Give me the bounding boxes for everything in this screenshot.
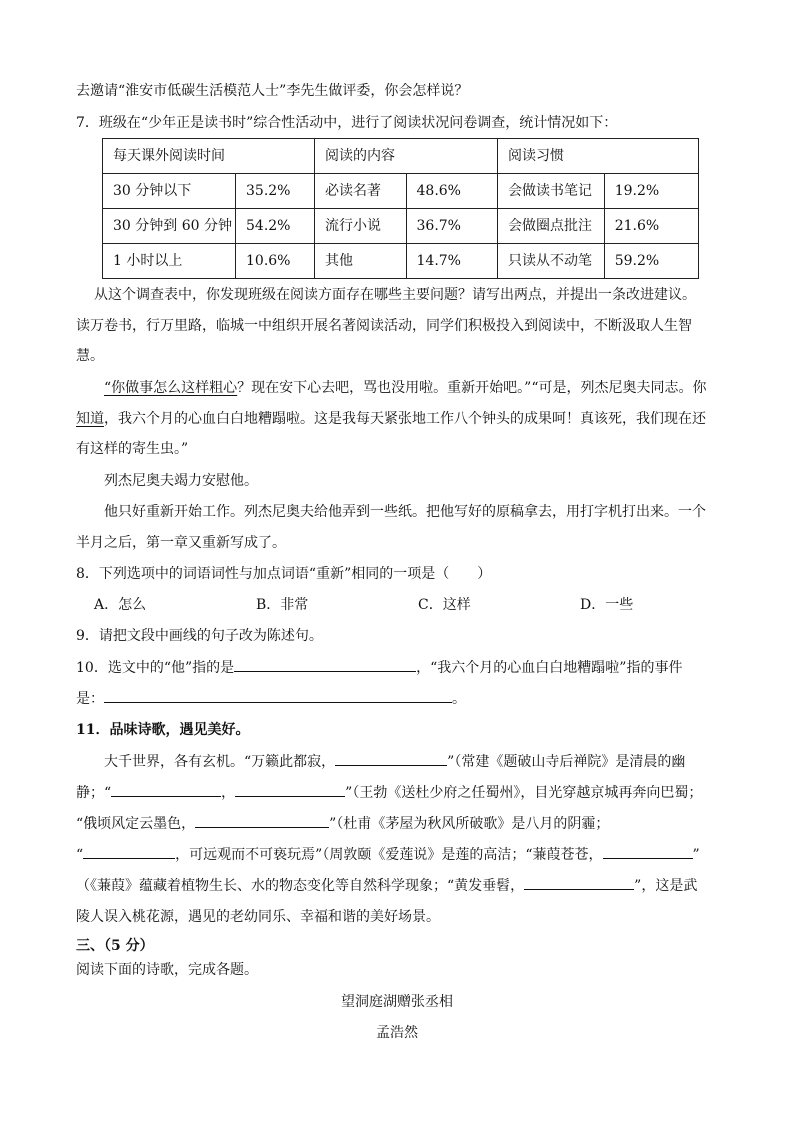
answer-blank[interactable] <box>603 844 693 859</box>
poem-fill-text: ” <box>692 847 700 863</box>
answer-blank[interactable] <box>195 813 329 828</box>
table-cell: 1 小时以上 <box>103 244 236 279</box>
poem-fill-text: “ <box>76 847 84 863</box>
answer-blank[interactable] <box>335 751 447 766</box>
answer-blank[interactable] <box>524 875 634 890</box>
question-10-text: 是： <box>76 691 104 707</box>
table-row <box>103 244 699 279</box>
answer-blank[interactable] <box>234 657 416 672</box>
option-a[interactable]: A．怎么 <box>94 597 147 613</box>
answer-blank[interactable] <box>104 688 452 703</box>
option-c[interactable]: C．这样 <box>418 597 471 613</box>
poem-fill-text: ”，这是武 <box>634 878 698 894</box>
question-11-line2 <box>76 782 702 804</box>
question-7-prompt: 从这个调查表中，你发现班级在阅读方面存在哪些主要问题？请写出两点，并提出一条改进建议。 <box>94 287 696 303</box>
table-cell: 10.6% <box>236 244 315 279</box>
header-reading-habit: 阅读习惯 <box>498 139 699 174</box>
question-7-stem: 7．班级在“少年正是读书时”综合性活动中，进行了阅读状况问卷调查，统计情况如下： <box>76 115 618 131</box>
poem-fill-text: “俄顷风定云墨色， <box>76 816 196 832</box>
poem-fill-text: 大千世界，各有玄机。“万籁此都寂， <box>104 754 336 770</box>
underlined-sentence: 知道 <box>76 411 104 427</box>
passage-text: ？现在安下心去吧，骂也没用啦。重新开始吧。”“可是，列杰尼奥夫同志。你 <box>237 380 707 396</box>
poem-author: 孟浩然 <box>376 1025 418 1041</box>
question-10-text: 10．选文中的“他”指的是 <box>76 660 235 676</box>
underlined-sentence: “你做事怎么这样粗心 <box>104 380 238 396</box>
table-cell: 30 分钟到 60 分钟 <box>103 209 236 244</box>
question-11-line1 <box>104 751 685 773</box>
question-9: 9．请把文段中画线的句子改为陈述句。 <box>76 628 323 644</box>
table-row <box>103 174 699 209</box>
question-10-text: ，“我六个月的心血白白地糟蹋啦”指的事件 <box>416 660 683 676</box>
table-header-row <box>103 139 699 174</box>
passage-paragraph-1-line2 <box>76 408 706 430</box>
passage-intro-line1: 读万卷书，行万里路，临城一中组织开展名著阅读活动，同学们积极投入到阅读中，不断汲取人生智 <box>76 318 692 334</box>
header-reading-content: 阅读的内容 <box>315 139 498 174</box>
table-cell: 会做圈点批注 <box>498 209 605 244</box>
table-row <box>103 209 699 244</box>
question-11-stem: 11．品味诗歌，遇见美好。 <box>76 722 250 738</box>
question-10-line2 <box>76 688 466 710</box>
poem-fill-text: ”（王勃《送杜少府之任蜀州》，目光穿越京城再奔向巴蜀； <box>345 785 703 801</box>
passage-text: ，我六个月的心血白白地糟蹋啦。这是我每天紧张地工作八个钟头的成果呵！真该死，我们现在还 <box>104 411 706 427</box>
table-cell: 会做读书笔记 <box>498 174 605 209</box>
question-11-line6: 陵人误入桃花源，遇见的老幼同乐、幸福和谐的美好场景。 <box>76 909 440 925</box>
passage-intro-line2: 慧。 <box>76 348 104 364</box>
table-cell: 14.7% <box>406 244 498 279</box>
section-3-heading: 三、（5 分） <box>76 938 154 954</box>
option-b[interactable]: B．非常 <box>256 597 309 613</box>
table-cell: 36.7% <box>406 209 498 244</box>
poem-title: 望洞庭湖赠张丞相 <box>341 994 453 1010</box>
answer-blank[interactable] <box>111 782 221 797</box>
table-cell: 59.2% <box>604 244 698 279</box>
option-d[interactable]: D．一些 <box>580 597 634 613</box>
passage-paragraph-3-line2: 半月之后，第一章又重新写成了。 <box>76 535 286 551</box>
question-11-line5 <box>76 875 697 897</box>
table-cell: 必读名著 <box>315 174 407 209</box>
table-cell: 48.6% <box>406 174 498 209</box>
question-10-text: 。 <box>452 691 466 707</box>
table-cell: 其他 <box>315 244 407 279</box>
poem-fill-text: ”（常建《题破山寺后禅院》是清晨的幽 <box>447 754 686 770</box>
question-10-line1 <box>76 657 682 679</box>
answer-blank[interactable] <box>235 782 345 797</box>
intro-line: 去邀请“淮安市低碳生活模范人士”李先生做评委，你会怎样说？ <box>76 83 469 99</box>
survey-table <box>102 138 699 279</box>
passage-paragraph-3: 他只好重新开始工作。列杰尼奥夫给他弄到一些纸。把他写好的原稿拿去，用打字机打出来。一个 <box>104 504 706 520</box>
answer-blank[interactable] <box>83 844 175 859</box>
table-cell: 54.2% <box>236 209 315 244</box>
table-cell: 35.2% <box>236 174 315 209</box>
section-3-instruction: 阅读下面的诗歌，完成各题。 <box>76 962 258 978</box>
table-cell: 30 分钟以下 <box>103 174 236 209</box>
passage-paragraph-1 <box>104 377 706 399</box>
passage-paragraph-1-line3: 有这样的寄生虫。” <box>76 441 189 457</box>
poem-fill-text: 静；“ <box>76 785 112 801</box>
question-11-line4 <box>76 844 700 866</box>
poem-fill-text: ， <box>221 785 236 801</box>
poem-fill-text: （《蒹葭》蕴藏着植物生长、水的物态变化等自然科学现象；“黄发垂髫， <box>76 878 525 894</box>
table-cell: 21.6% <box>604 209 698 244</box>
question-11-line3 <box>76 813 609 835</box>
table-cell: 只读从不动笔 <box>498 244 605 279</box>
passage-paragraph-2: 列杰尼奥夫竭力安慰他。 <box>104 473 258 489</box>
poem-fill-text: ，可远观而不可亵玩焉”（周敦颐《爱莲说》是莲的高洁；“蒹葭苍苍， <box>175 847 603 863</box>
table-cell: 19.2% <box>604 174 698 209</box>
poem-fill-text: ”（杜甫《茅屋为秋风所破歌》是八月的阴霾； <box>329 816 610 832</box>
table-cell: 流行小说 <box>315 209 407 244</box>
header-reading-time: 每天课外阅读时间 <box>103 139 315 174</box>
question-8-stem: 8．下列选项中的词语词性与加点词语“重新”相同的一项是（ ） <box>76 566 492 582</box>
